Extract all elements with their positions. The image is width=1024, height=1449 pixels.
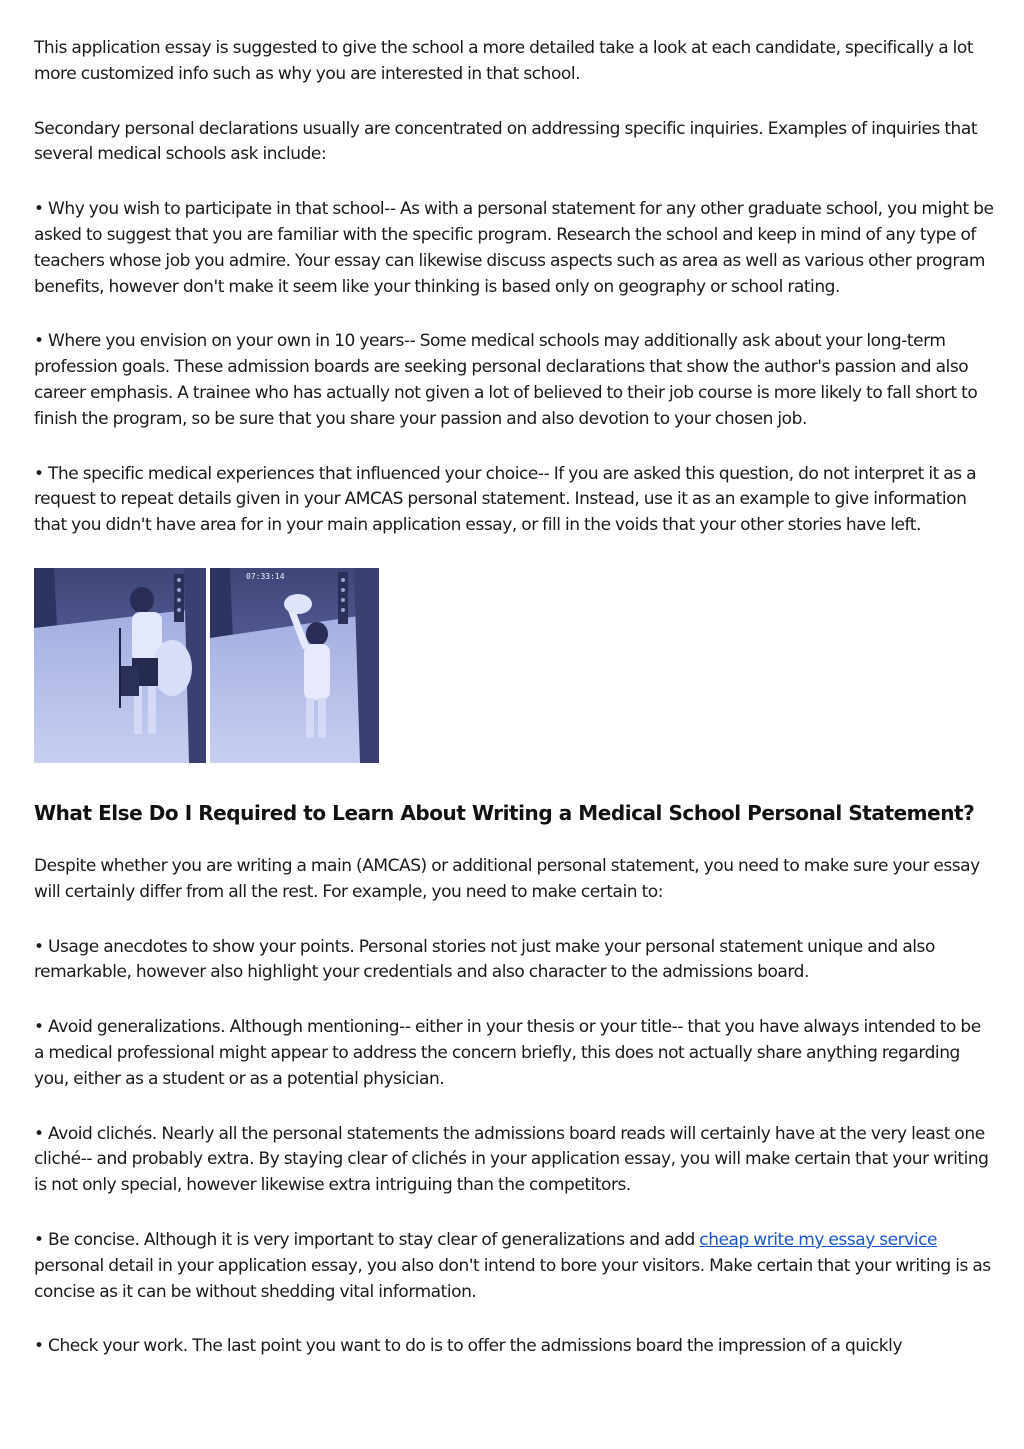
section-heading: What Else Do I Required to Learn About Writing a Medical School Personal Statement?	[34, 800, 975, 825]
article	[34, 36, 994, 1360]
concise-text-before: • Be concise. Although it is very important to stay clear of generalizations and add	[34, 1229, 700, 1250]
paragraph-intro: This application essay is suggested to give the school a more detailed take a look at each candidate, specifically a lot more customized info such as why you are interested in that school.	[34, 38, 974, 84]
bullet-medical-experiences: • The specific medical experiences that influenced your choice-- If you are asked this question, do not interpret it as a request to repeat details given in your AMCAS personal statement. Instead, use it as an example to give information that you didn't have area for in your main application essay, or fill in the voids that your other stories have left.	[34, 463, 977, 536]
bullet-check-work: • Check your work. The last point you want to do is to offer the admissions board the impression of a quickly	[34, 1336, 903, 1357]
essay-service-link[interactable]: cheap write my essay service	[699, 1229, 938, 1250]
paragraph-secondary: Secondary personal declarations usually are concentrated on addressing specific inquiries. Examples of inquiries that several medical schools ask include:	[34, 118, 978, 165]
bullet-why-school: • Why you wish to participate in that school-- As with a personal statement for any other graduate school, you might be asked to suggest that you are familiar with the specific program. Research the school and keep in mind of any type of teachers whose job you admire. Your essay can likewise discuss aspects such as area as well as various other program benefits, however don't make it seem like your thinking is based only on geography or school rating.	[34, 199, 994, 297]
photo-timestamp: 07:33:14	[246, 571, 285, 581]
bullet-anecdotes: • Usage anecdotes to show your points. Personal stories not just make your personal statement unique and also remarkable, however also highlight your credentials and also character to the admissions board.	[34, 936, 935, 983]
bullet-generalizations: • Avoid generalizations. Although mentioning-- either in your thesis or your title-- that you have always intended to be a medical professional might appear to address the concern briefly, this does not actually share anything regarding you, either as a student or as a potential physician.	[34, 1017, 981, 1089]
bullet-ten-years: • Where you envision on your own in 10 years-- Some medical schools may additionally ask about your long-term profession goals. These admission boards are seeking personal declarations that show the author's passion and also career emphasis. A trainee who has actually not given a lot of believed to their job course is more likely to fall short to finish the program, so be sure that you share your passion and also devotion to your chosen job.	[34, 331, 978, 429]
bullet-concise	[34, 1228, 994, 1305]
paragraph-despite: Despite whether you are writing a main (AMCAS) or additional personal statement, you need to make sure your essay will certainly differ from all the rest. For example, you need to make certain to:	[34, 855, 980, 902]
concise-text-after: personal detail in your application essay, you also don't intend to bore your visitors. Make certain that your writing is as concise as it can be without shedding vital information.	[34, 1255, 991, 1302]
elevator-cctv-photo	[34, 568, 379, 763]
bullet-cliches: • Avoid clichés. Nearly all the personal statements the admissions board reads will certainly have at the very least one cliché-- and probably extra. By staying clear of clichés in your application essay, you will make certain that your writing is not only special, however likewise extra intriguing than the competitors.	[34, 1123, 989, 1196]
